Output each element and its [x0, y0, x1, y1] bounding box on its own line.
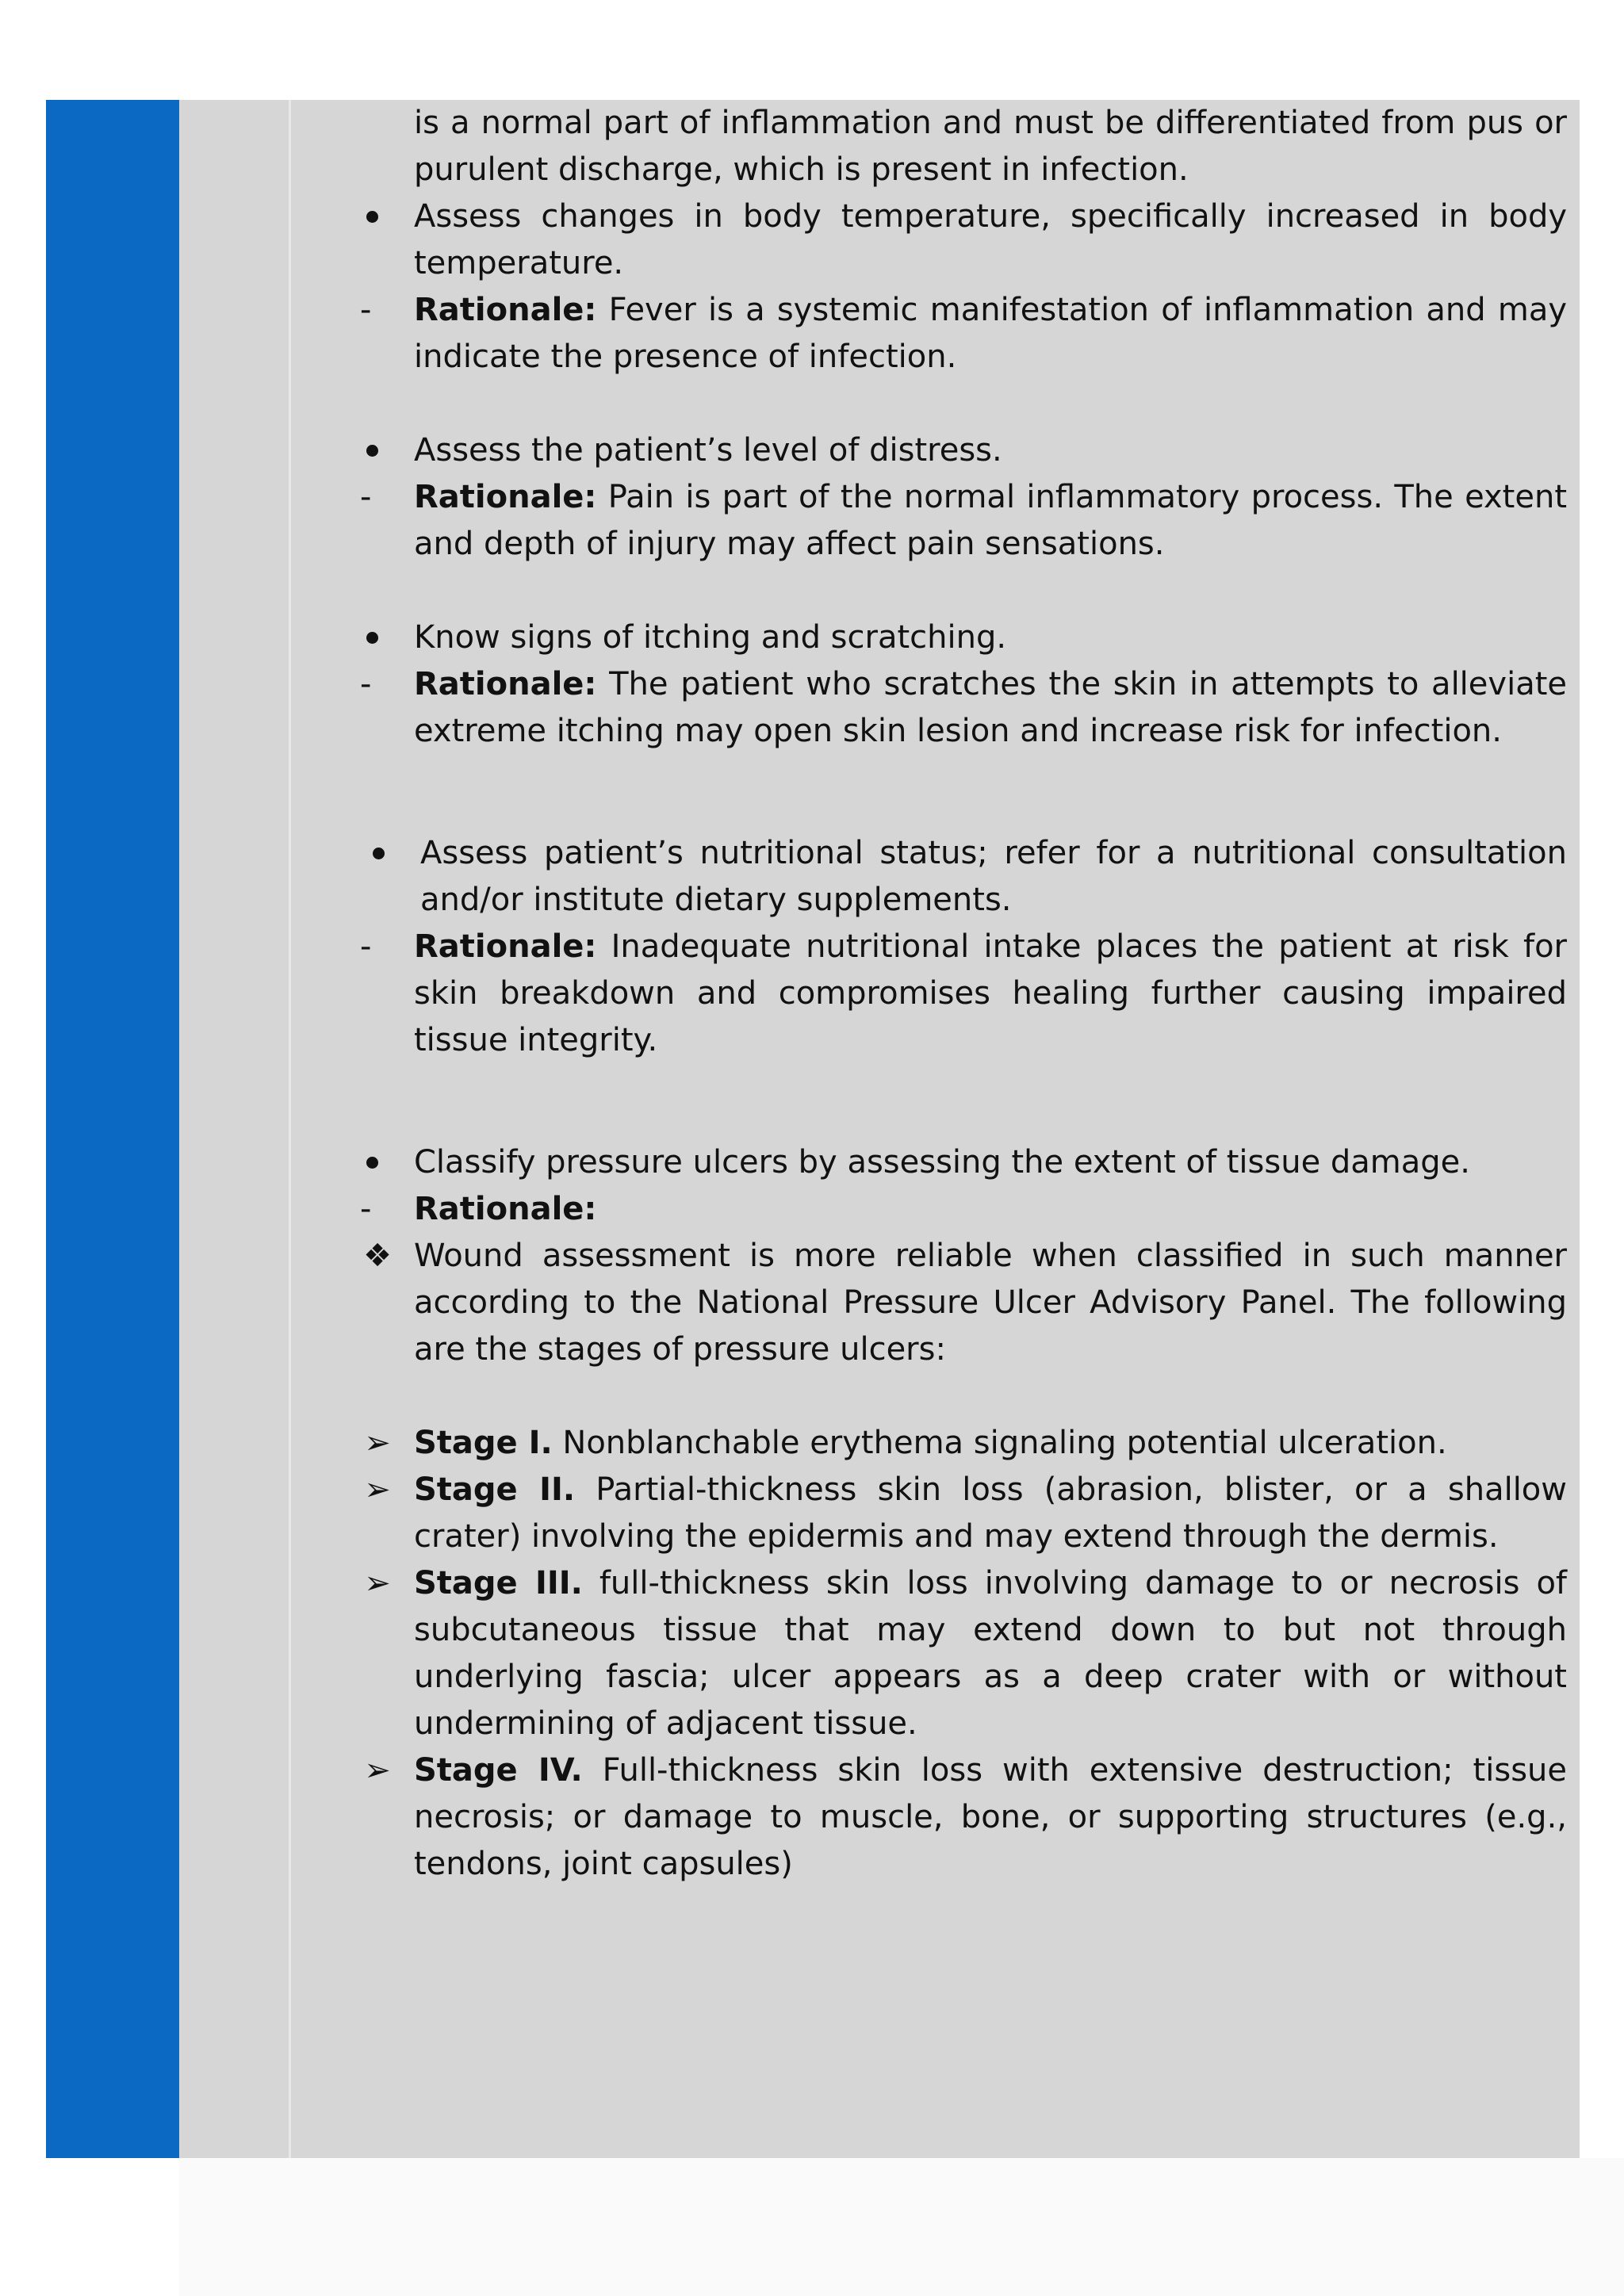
rationale-text: Fever is a systemic manifestation of inflammation and may indicate the presence of infection. — [414, 292, 1567, 375]
bullet-icon — [366, 632, 378, 644]
stage-text: Partial-thickness skin loss (abrasion, blister, or a shallow crater) involving the epidermis and may extend through the dermis. — [414, 1471, 1567, 1555]
diamond-bullet-icon: ❖ — [363, 1238, 392, 1274]
stage-label: Stage I. — [414, 1425, 553, 1461]
stage-label: Stage IV. — [414, 1752, 583, 1789]
spacer — [362, 1373, 1567, 1420]
stage-item — [362, 1560, 1567, 1747]
continued-paragraph: is a normal part of inflammation and must be differentiated from pus or purulent discharge, which is present in infection. — [414, 105, 1567, 188]
spacer — [362, 755, 1567, 830]
stage-label: Stage III. — [414, 1565, 583, 1601]
arrow-bullet-icon: ➢ — [364, 1565, 391, 1601]
stage-item — [362, 1747, 1567, 1888]
rationale-text: The patient who scratches the skin in attempts to alleviate extreme itching may open skin lesion and increase risk for infection. — [414, 666, 1567, 749]
stage-text: Nonblanchable erythema signaling potential ulceration. — [552, 1425, 1447, 1461]
arrow-bullet-icon: ➢ — [364, 1752, 391, 1789]
rationale-label: Rationale: — [414, 666, 597, 702]
stage-text: full-thickness skin loss involving damage to or necrosis of subcutaneous tissue that may extend down to but not through underlying fascia; ulcer appears as a deep crater with or without undermining of adjacent tissue. — [414, 1565, 1568, 1742]
page-footer-area — [179, 2158, 1624, 2296]
bullet-icon — [366, 1157, 378, 1169]
rationale-item — [362, 924, 1567, 1064]
spacer — [362, 1064, 1567, 1139]
stage-label: Stage II. — [414, 1471, 576, 1508]
bullet-item: Assess the patient’s level of distress. — [362, 427, 1567, 474]
diamond-item: ❖ Wound assessment is more reliable when classified in such manner according to the National Pressure Ulcer Advisory Panel. The following are the stages of pressure ulcers: — [362, 1233, 1567, 1373]
spacer — [362, 381, 1567, 427]
bullet-item: Classify pressure ulcers by assessing the extent of tissue damage. — [362, 1139, 1567, 1186]
spacer — [362, 568, 1567, 614]
document-body — [362, 100, 1567, 1888]
dash-icon: - — [360, 479, 372, 515]
bullet-icon — [366, 445, 378, 457]
dash-icon: - — [360, 928, 372, 965]
rationale-item — [362, 661, 1567, 755]
bullet-item: Know signs of itching and scratching. — [362, 614, 1567, 661]
rationale-item — [362, 1186, 1567, 1233]
rationale-label: Rationale: — [414, 1191, 597, 1227]
bullet-icon — [373, 848, 385, 859]
rationale-label: Rationale: — [414, 479, 597, 515]
rationale-item — [362, 474, 1567, 568]
rationale-item — [362, 287, 1567, 381]
rationale-text: Inadequate nutritional intake places the patient at risk for skin breakdown and compromises healing further causing impaired tissue integrity. — [414, 928, 1567, 1058]
arrow-bullet-icon: ➢ — [364, 1471, 391, 1508]
arrow-bullet-icon: ➢ — [364, 1425, 391, 1461]
bullet-item: Assess changes in body temperature, specifically increased in body temperature. — [362, 193, 1567, 287]
stage-text: Full-thickness skin loss with extensive destruction; tissue necrosis; or damage to muscle, bone, or supporting structures (e.g., tendons, joint capsules) — [414, 1752, 1567, 1882]
rationale-text: Pain is part of the normal inflammatory process. The extent and depth of injury may affect pain sensations. — [414, 479, 1567, 562]
bullet-item: Assess patient’s nutritional status; refer for a nutritional consultation and/or institute dietary supplements. — [362, 830, 1567, 924]
stage-item — [362, 1420, 1567, 1467]
dash-icon: - — [360, 1191, 372, 1227]
stage-item — [362, 1467, 1567, 1560]
dash-icon: - — [360, 666, 372, 702]
dash-icon: - — [360, 292, 372, 328]
rationale-label: Rationale: — [414, 928, 597, 965]
rationale-label: Rationale: — [414, 292, 597, 328]
bullet-icon — [366, 211, 378, 223]
margin-column — [179, 100, 289, 2158]
left-accent-bar — [46, 100, 179, 2158]
